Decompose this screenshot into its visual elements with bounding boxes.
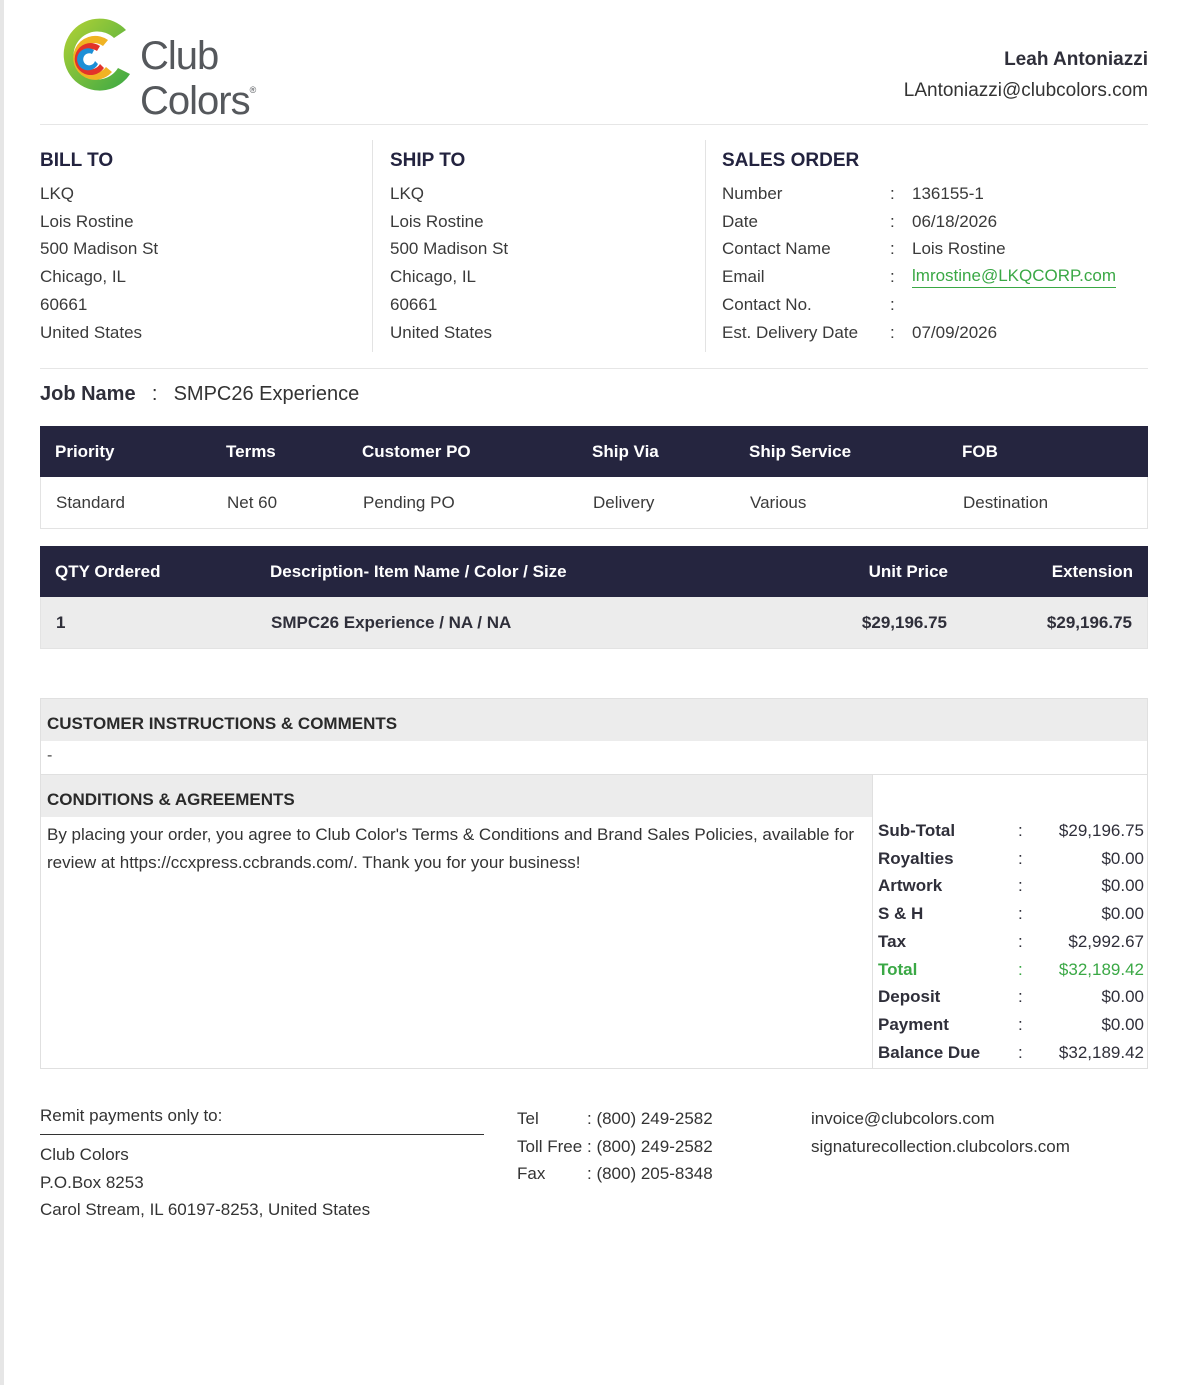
item-description: SMPC26 Experience / NA / NA (271, 613, 512, 632)
sales-order-title: SALES ORDER (722, 150, 860, 171)
column-header-description: Description- Item Name / Color / Size (270, 562, 567, 581)
column-header-qty: QTY Ordered (55, 562, 161, 581)
order-number: 136155-1 (912, 184, 984, 203)
order-info-header (40, 426, 1148, 477)
sales-rep-name: Leah Antoniazzi (1004, 49, 1148, 70)
remit-address (40, 1141, 370, 1224)
table-row (40, 477, 1148, 529)
remit-line: P.O.Box 8253 (40, 1172, 144, 1192)
swirl-logo-icon (56, 16, 136, 96)
conditions-text: By placing your order, you agree to Club Color's Terms & Conditions and Brand Sales Policies, available for review at https://ccxpress.ccbrands.com/. Thank you for your business! (47, 825, 855, 872)
job-name-value: SMPC26 Experience (173, 383, 360, 405)
line-items-table (40, 546, 1148, 649)
column-header-terms: Terms (226, 442, 276, 461)
remit-line: Club Colors (40, 1145, 129, 1164)
item-extension: $29,196.75 (1046, 613, 1132, 632)
customer-po-value: Pending PO (363, 493, 455, 512)
ship-service-value: Various (750, 493, 807, 512)
column-divider (705, 140, 706, 352)
bill-to-line: United States (40, 322, 143, 342)
brand-name: Club Colors® (140, 34, 256, 123)
table-row (40, 597, 1148, 649)
bill-to-line: LKQ (40, 184, 75, 203)
total-colon: : (1018, 987, 1023, 1007)
sales-order-section (722, 150, 1116, 346)
ship-to-section (390, 150, 508, 346)
delivery-date: 07/09/2026 (912, 322, 998, 342)
phone-value: : (800) 249-2582 (587, 1136, 713, 1156)
column-divider (872, 775, 873, 1069)
total-label: Total (878, 959, 918, 979)
royalties-row (878, 845, 1144, 873)
column-header-customer-po: Customer PO (362, 442, 471, 461)
remit-title: Remit payments only to: (40, 1106, 223, 1125)
grand-total-row (878, 956, 1144, 984)
field-label: Contact No. (722, 294, 812, 314)
website-link[interactable]: signaturecollection.clubcolors.com (811, 1136, 1070, 1156)
column-header-unit-price: Unit Price (868, 562, 948, 581)
delivery-date-row (722, 319, 1116, 347)
tax-row (878, 928, 1144, 956)
phone-value: : (800) 249-2582 (587, 1109, 713, 1128)
bill-to-line: Lois Rostine (40, 211, 134, 231)
tax-value: $2,992.67 (1068, 931, 1144, 951)
ship-to-line: Lois Rostine (390, 211, 484, 231)
footer-contacts (811, 1105, 1070, 1160)
fob-value: Destination (963, 493, 1049, 512)
instructions-text: - (47, 747, 53, 764)
ship-to-line: 500 Madison St (390, 239, 509, 259)
deposit-value: $0.00 (1101, 987, 1144, 1007)
divider (40, 1134, 484, 1135)
bill-to-line: 60661 (40, 294, 88, 314)
column-header-ship-service: Ship Service (749, 442, 852, 461)
page-edge (0, 0, 4, 1385)
item-qty: 1 (56, 613, 66, 632)
total-colon: : (1018, 959, 1023, 979)
totals-summary (878, 817, 1144, 1066)
phone-row (517, 1133, 713, 1161)
column-header-ship-via: Ship Via (592, 442, 659, 461)
contact-number-row (722, 291, 1116, 319)
divider (40, 368, 1148, 369)
column-header-extension: Extension (1051, 562, 1133, 581)
column-divider (372, 140, 373, 352)
balance-due-value: $32,189.42 (1058, 1042, 1144, 1062)
field-label: Email (722, 267, 765, 287)
total-colon: : (1018, 821, 1023, 840)
instructions-title: CUSTOMER INSTRUCTIONS & COMMENTS (41, 699, 1147, 741)
contact-email-link[interactable]: lmrostine@LKQCORP.com (912, 266, 1116, 288)
total-label: Deposit (878, 987, 941, 1007)
total-colon: : (1018, 876, 1023, 896)
total-colon: : (1018, 904, 1023, 924)
ship-to-line: LKQ (390, 184, 425, 203)
ship-via-value: Delivery (593, 493, 655, 512)
balance-due-row (878, 1039, 1144, 1067)
order-info-table (40, 426, 1148, 529)
instructions-box (40, 698, 1148, 1069)
contact-name-row (722, 235, 1116, 263)
priority-value: Standard (56, 493, 125, 512)
royalties-value: $0.00 (1101, 848, 1144, 868)
total-label: Balance Due (878, 1042, 981, 1062)
job-name-colon: : (151, 383, 158, 405)
bill-to-line: Chicago, IL (40, 267, 126, 287)
field-colon: : (890, 211, 895, 231)
bill-to-title: BILL TO (40, 150, 114, 171)
artwork-row (878, 872, 1144, 900)
phone-numbers (517, 1105, 713, 1188)
phone-label: Toll Free (517, 1136, 583, 1156)
shipping-handling-value: $0.00 (1101, 904, 1144, 924)
divider (40, 124, 1148, 125)
ship-to-line: 60661 (390, 294, 438, 314)
order-date-row (722, 208, 1116, 236)
field-colon: : (890, 294, 895, 314)
field-colon: : (890, 267, 895, 287)
field-label: Date (722, 211, 758, 231)
subtotal-row (878, 817, 1144, 845)
total-label: Royalties (878, 848, 954, 868)
total-colon: : (1018, 1042, 1023, 1062)
total-colon: : (1018, 931, 1023, 951)
item-unit-price: $29,196.75 (861, 613, 947, 632)
ship-to-line: Chicago, IL (390, 267, 476, 287)
column-header-fob: FOB (962, 442, 998, 461)
deposit-row (878, 983, 1144, 1011)
total-label: S & H (878, 904, 924, 924)
artwork-value: $0.00 (1101, 876, 1144, 896)
payment-value: $0.00 (1101, 1014, 1144, 1034)
field-colon: : (890, 184, 895, 203)
ship-to-title: SHIP TO (390, 150, 466, 171)
bill-to-section (40, 150, 158, 346)
subtotal-value: $29,196.75 (1058, 821, 1144, 840)
order-number-row (722, 180, 1116, 208)
bill-to-line: 500 Madison St (40, 239, 159, 259)
field-label: Est. Delivery Date (722, 322, 859, 342)
grand-total-value: $32,189.42 (1058, 959, 1144, 979)
total-label: Tax (878, 931, 907, 951)
job-name (40, 383, 359, 406)
field-label: Number (722, 184, 783, 203)
phone-row (517, 1160, 713, 1188)
sales-rep-email[interactable]: LAntoniazzi@clubcolors.com (903, 80, 1148, 101)
club-colors-logo (56, 16, 336, 123)
shipping-handling-row (878, 900, 1144, 928)
conditions-title: CONDITIONS & AGREEMENTS (41, 775, 872, 817)
ship-to-line: United States (390, 322, 493, 342)
field-label: Contact Name (722, 239, 831, 259)
email-row (722, 263, 1116, 291)
phone-label: Fax (517, 1164, 546, 1184)
job-name-label: Job Name (40, 383, 136, 405)
order-date: 06/18/2026 (912, 211, 998, 231)
total-colon: : (1018, 1014, 1023, 1034)
invoice-email-link[interactable]: invoice@clubcolors.com (811, 1109, 995, 1128)
total-colon: : (1018, 848, 1023, 868)
field-colon: : (890, 322, 895, 342)
field-colon: : (890, 239, 895, 259)
column-header-priority: Priority (55, 442, 115, 461)
contact-name: Lois Rostine (912, 239, 1006, 259)
total-label: Artwork (878, 876, 943, 896)
payment-row (878, 1011, 1144, 1039)
phone-value: : (800) 205-8348 (587, 1164, 713, 1184)
terms-value: Net 60 (227, 493, 278, 512)
total-label: Sub-Total (878, 821, 956, 840)
line-items-header (40, 546, 1148, 597)
total-label: Payment (878, 1014, 949, 1034)
remit-line: Carol Stream, IL 60197-8253, United States (40, 1200, 371, 1220)
phone-label: Tel (517, 1109, 539, 1128)
phone-row (517, 1105, 713, 1133)
